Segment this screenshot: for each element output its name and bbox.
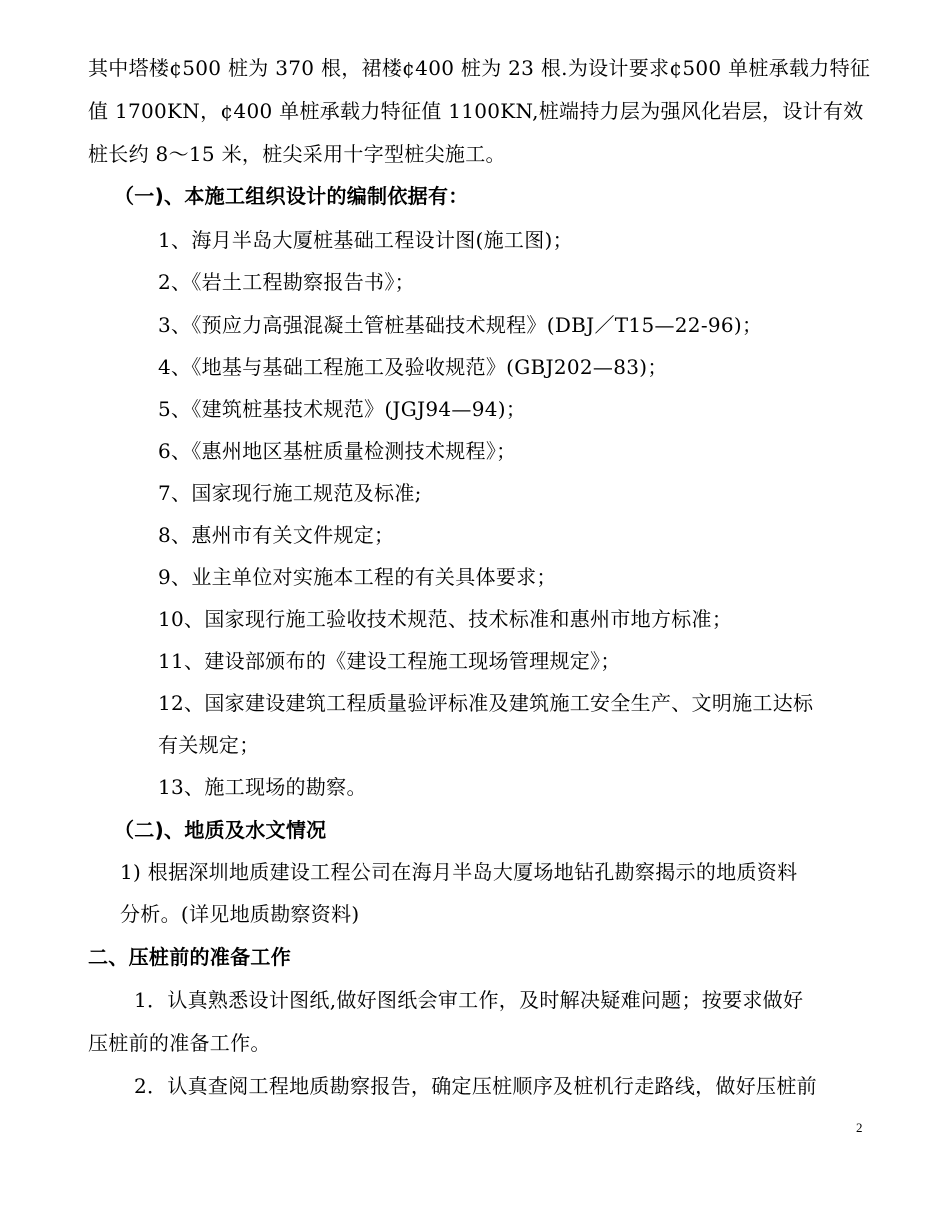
basis-item-10: 10、国家现行施工验收技术规范、技术标准和惠州市地方标准； xyxy=(158,607,733,631)
geology-line-1: 1) 根据深圳地质建设工程公司在海月半岛大厦场地钻孔勘察揭示的地质资料 xyxy=(120,860,798,884)
basis-item-8: 8、惠州市有关文件规定； xyxy=(158,523,395,547)
intro-line-2: 值 1700KN，¢400 单桩承载力特征值 1100KN,桩端持力层为强风化岩层，设计有效 xyxy=(88,99,864,123)
basis-item-1: 1、海月半岛大厦桩基础工程设计图(施工图)； xyxy=(158,228,573,252)
section-1-heading: （一)、本施工组织设计的编制依据有： xyxy=(114,184,469,208)
basis-item-9: 9、业主单位对实施本工程的有关具体要求； xyxy=(158,565,557,589)
prep-item-1-line-1: 1．认真熟悉设计图纸,做好图纸会审工作，及时解决疑难问题；按要求做好 xyxy=(134,988,804,1012)
basis-item-3: 3、《预应力高强混凝土管桩基础技术规程》(DBJ／T15—22-96)； xyxy=(158,313,763,337)
basis-item-11: 11、建设部颁布的《建设工程施工现场管理规定》； xyxy=(158,649,621,673)
basis-item-7: 7、国家现行施工规范及标准; xyxy=(158,481,422,505)
basis-item-6: 6、《惠州地区基桩质量检测技术规程》； xyxy=(158,439,517,463)
basis-item-13: 13、施工现场的勘察。 xyxy=(158,775,367,799)
basis-item-5: 5、《建筑桩基技术规范》(JGJ94—94)； xyxy=(158,397,527,421)
section-2-heading: （二)、地质及水文情况 xyxy=(114,818,327,842)
intro-line-1: 其中塔楼¢500 桩为 370 根，裙楼¢400 桩为 23 根.为设计要求¢500 单桩承载力特征 xyxy=(88,56,871,80)
basis-item-2: 2、《岩土工程勘察报告书》； xyxy=(158,270,415,294)
basis-item-12: 12、国家建设建筑工程质量验评标准及建筑施工安全生产、文明施工达标 xyxy=(158,691,814,715)
prep-item-2-line-1: 2．认真查阅工程地质勘察报告，确定压桩顺序及桩机行走路线，做好压桩前 xyxy=(134,1074,817,1098)
page-number: 2 xyxy=(856,1120,863,1135)
geology-line-2: 分析。(详见地质勘察资料) xyxy=(120,902,360,926)
intro-line-3: 桩长约 8～15 米，桩尖采用十字型桩尖施工。 xyxy=(88,142,506,166)
prep-item-1-line-2: 压桩前的准备工作。 xyxy=(88,1031,271,1055)
basis-item-12-continued: 有关规定； xyxy=(158,733,260,757)
basis-item-4: 4、《地基与基础工程施工及验收规范》(GBJ202—83)； xyxy=(158,355,668,379)
chapter-2-heading: 二、压桩前的准备工作 xyxy=(88,945,291,969)
